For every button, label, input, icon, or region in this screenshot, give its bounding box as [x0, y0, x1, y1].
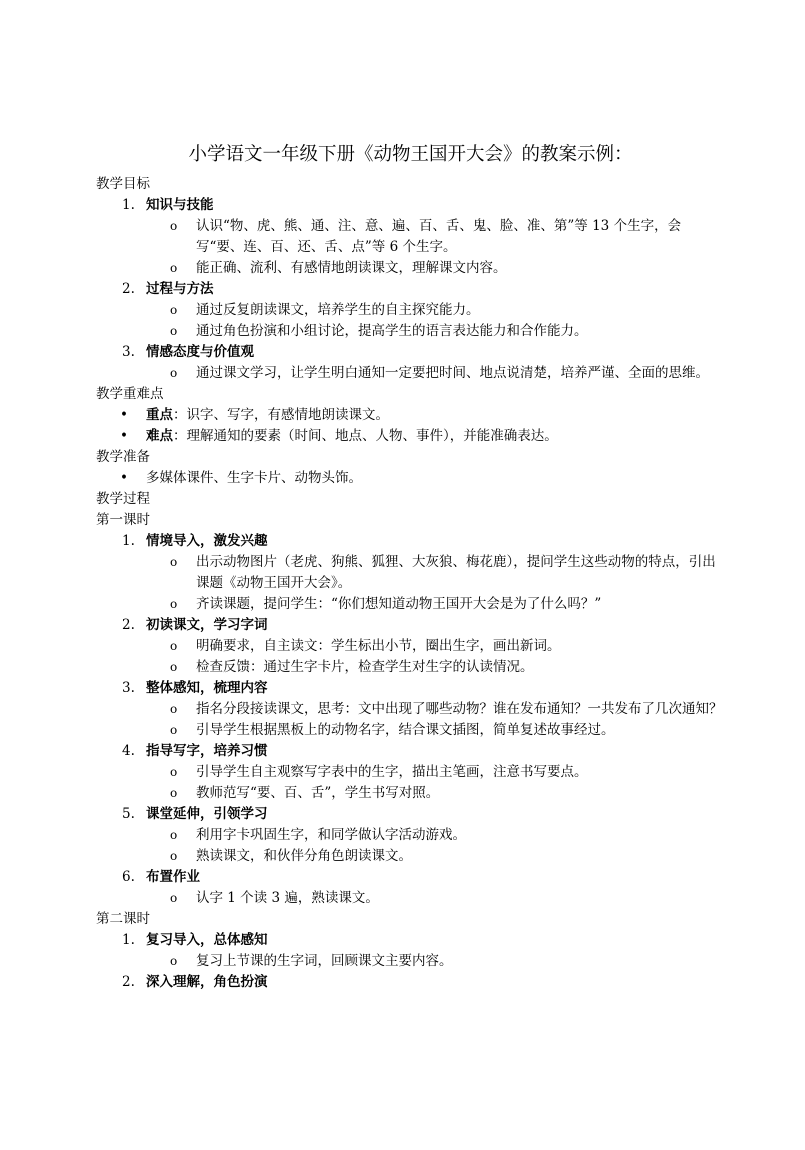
- prep-list: [96, 468, 725, 489]
- list-item: [96, 426, 725, 447]
- item-heading: 布置作业: [146, 869, 200, 885]
- item-number: 1.: [122, 932, 135, 948]
- sub-item: o 齐读课题，提问学生：“你们想知道动物王国开大会是为了什么吗？”: [146, 594, 725, 615]
- list-item: [96, 405, 725, 426]
- lesson1-list: [96, 531, 725, 909]
- item-heading: 情感态度与价值观: [146, 344, 254, 360]
- section-heading-difficulties: 教学重难点: [96, 386, 164, 402]
- lesson-heading-2: 第二课时: [96, 911, 150, 927]
- item-text: ：理解通知的要素（时间、地点、人物、事件），并能准确表达。: [173, 428, 558, 444]
- sub-item: o 明确要求，自主读文：学生标出小节，圈出生字，画出新词。: [146, 636, 725, 657]
- list-item: [96, 930, 725, 972]
- item-number: 2.: [122, 281, 135, 297]
- sub-item: o 引导学生根据黑板上的动物名字，结合课文插图，简单复述故事经过。: [146, 720, 725, 741]
- list-item: [96, 972, 725, 993]
- sub-item: o 复习上节课的生字词，回顾课文主要内容。: [146, 951, 725, 972]
- sub-item: o 利用字卡巩固生字，和同学做认字活动游戏。: [146, 825, 725, 846]
- sub-list: [146, 636, 725, 678]
- item-heading: 课堂延伸，引领学习: [146, 806, 268, 822]
- list-item: [96, 615, 725, 678]
- sub-list: [146, 699, 725, 741]
- list-item: [96, 804, 725, 867]
- sub-item: o 教师范写“要、百、舌”，学生书写对照。: [146, 783, 725, 804]
- item-heading: 指导写字，培养习惯: [146, 743, 268, 759]
- sub-item: o 引导学生自主观察写字表中的生字，描出主笔画，注意书写要点。: [146, 762, 725, 783]
- list-item: • 多媒体课件、生字卡片、动物头饰。: [96, 468, 725, 489]
- sub-list: [146, 216, 725, 279]
- item-label: 重点: [146, 407, 173, 423]
- sub-item: o 指名分段接读课文，思考：文中出现了哪些动物？谁在发布通知？一共发布了几次通知？: [146, 699, 725, 720]
- item-number: 3.: [122, 344, 135, 360]
- item-number: 1.: [122, 197, 135, 213]
- item-heading: 过程与方法: [146, 281, 214, 297]
- item-number: 4.: [122, 743, 135, 759]
- item-heading: 整体感知，梳理内容: [146, 680, 268, 696]
- goals-list: [96, 195, 725, 384]
- sub-list: [146, 363, 725, 384]
- list-item: [96, 342, 725, 384]
- item-number: 5.: [122, 806, 135, 822]
- item-heading: 情境导入，激发兴趣: [146, 533, 268, 549]
- list-item: [96, 678, 725, 741]
- sub-list: [146, 825, 725, 867]
- document-title: 小学语文一年级下册《动物王国开大会》的教案示例：: [188, 144, 633, 165]
- sub-item: o 能正确、流利、有感情地朗读课文，理解课文内容。: [146, 258, 725, 279]
- lesson2-list: [96, 930, 725, 993]
- sub-item: o 认字 1 个读 3 遍，熟读课文。: [146, 888, 725, 909]
- sub-list: [146, 552, 725, 615]
- list-item: [96, 867, 725, 909]
- list-item: [96, 531, 725, 615]
- sub-item: o 检查反馈：通过生字卡片，检查学生对生字的认读情况。: [146, 657, 725, 678]
- lesson-heading-1: 第一课时: [96, 512, 150, 528]
- sub-list: [146, 300, 725, 342]
- sub-list: [146, 888, 725, 909]
- list-item: [96, 741, 725, 804]
- item-number: 3.: [122, 680, 135, 696]
- sub-item: o 通过课文学习，让学生明白通知一定要把时间、地点说清楚，培养严谨、全面的思维。: [146, 363, 725, 384]
- section-heading-prep: 教学准备: [96, 449, 150, 465]
- sub-list: [146, 951, 725, 972]
- item-heading: 深入理解，角色扮演: [146, 974, 268, 990]
- item-number: 6.: [122, 869, 135, 885]
- item-heading: 初读课文，学习字词: [146, 617, 268, 633]
- item-number: 2.: [122, 974, 135, 990]
- sub-item: o 熟读课文，和伙伴分角色朗读课文。: [146, 846, 725, 867]
- list-item: [96, 195, 725, 279]
- sub-item: o 出示动物图片（老虎、狗熊、狐狸、大灰狼、梅花鹿），提问学生这些动物的特点，引出课题《动物王国开大会》。: [146, 552, 725, 594]
- item-label: 难点: [146, 428, 173, 444]
- list-item: [96, 279, 725, 342]
- sub-list: [146, 762, 725, 804]
- section-heading-process: 教学过程: [96, 491, 150, 507]
- sub-item: o 认识“物、虎、熊、通、注、意、遍、百、舌、鬼、脸、准、第”等 13 个生字，会写“要、连、百、还、舌、点”等 6 个生字。: [146, 216, 725, 258]
- item-text: ：识字、写字，有感情地朗读课文。: [173, 407, 389, 423]
- sub-item: o 通过角色扮演和小组讨论，提高学生的语言表达能力和合作能力。: [146, 321, 725, 342]
- difficulties-list: [96, 405, 725, 447]
- item-number: 2.: [122, 617, 135, 633]
- sub-item: o 通过反复朗读课文，培养学生的自主探究能力。: [146, 300, 725, 321]
- item-heading: 复习导入，总体感知: [146, 932, 268, 948]
- item-heading: 知识与技能: [146, 197, 214, 213]
- item-number: 1.: [122, 533, 135, 549]
- section-heading-goals: 教学目标: [96, 176, 150, 192]
